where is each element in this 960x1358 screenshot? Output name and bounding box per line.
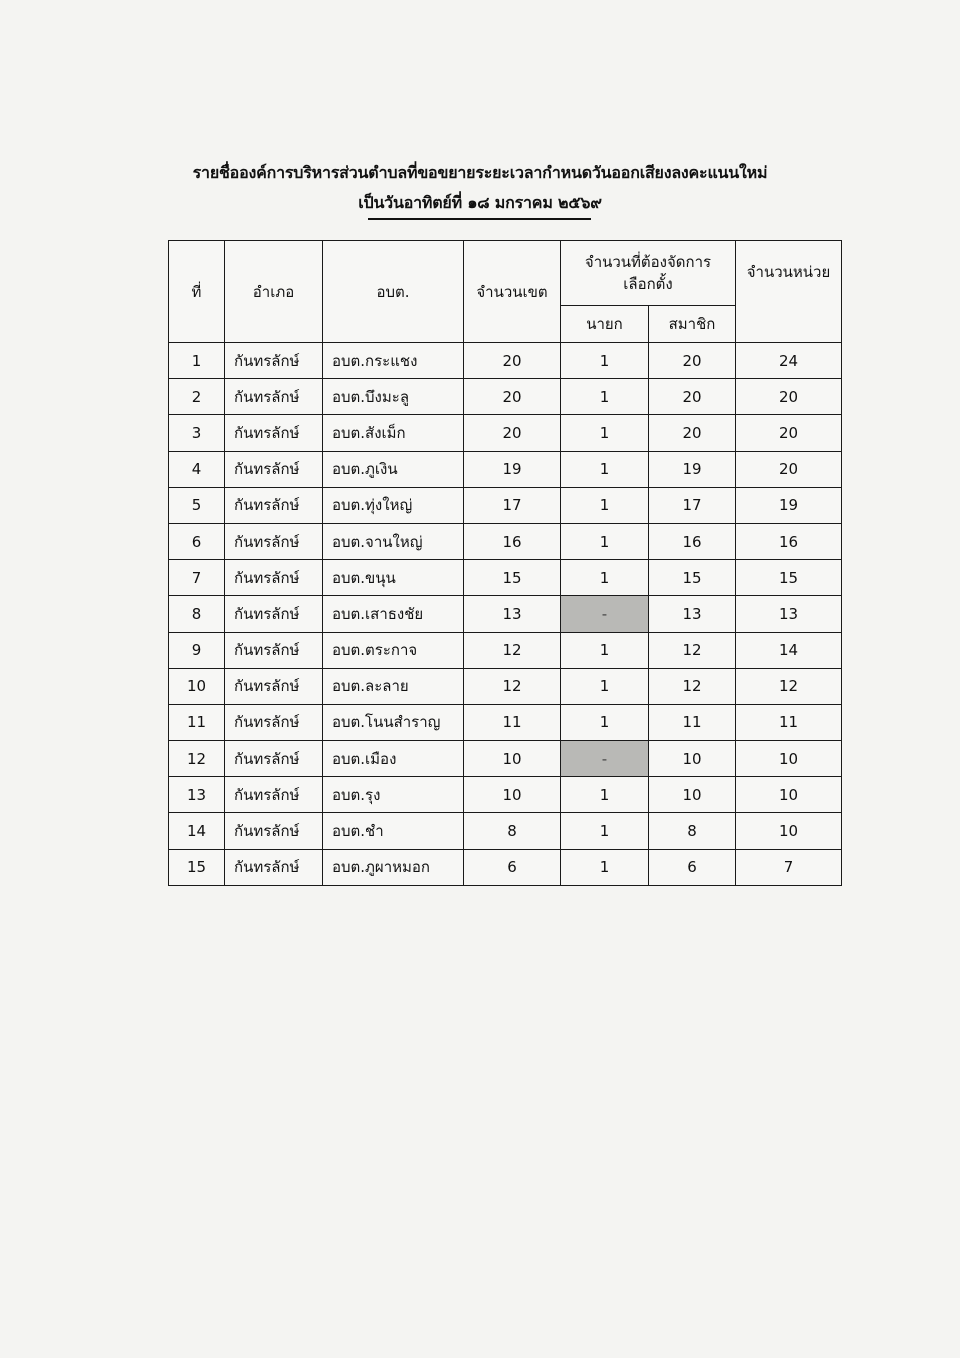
cell-no: 2: [169, 379, 225, 415]
cell-mayor: 1: [561, 668, 649, 704]
table-row: [169, 813, 842, 849]
table-row: [169, 487, 842, 523]
cell-sao: อบต.ภูผาหมอก: [323, 849, 464, 885]
cell-mayor: 1: [561, 523, 649, 559]
cell-mayor: -: [561, 741, 649, 777]
header-elections-group: [561, 241, 736, 306]
cell-sao: อบต.โนนสำราญ: [323, 704, 464, 740]
cell-zones: 13: [464, 596, 561, 632]
cell-no: 10: [169, 668, 225, 704]
cell-no: 1: [169, 343, 225, 379]
cell-no: 11: [169, 704, 225, 740]
cell-mayor: 1: [561, 415, 649, 451]
cell-mayor: 1: [561, 343, 649, 379]
header-zones: จำนวนเขต: [464, 241, 561, 343]
cell-zones: 6: [464, 849, 561, 885]
cell-units: 12: [736, 668, 842, 704]
table-row: [169, 560, 842, 596]
cell-district: กันทรลักษ์: [225, 560, 323, 596]
cell-district: กันทรลักษ์: [225, 415, 323, 451]
cell-district: กันทรลักษ์: [225, 849, 323, 885]
cell-sao: อบต.ภูเงิน: [323, 451, 464, 487]
table-row: [169, 668, 842, 704]
cell-members: 17: [649, 487, 736, 523]
header-mayor: นายก: [561, 306, 649, 343]
cell-mayor: 1: [561, 379, 649, 415]
title-line-2-wrap: [358, 188, 602, 220]
cell-mayor: 1: [561, 704, 649, 740]
cell-district: กันทรลักษ์: [225, 741, 323, 777]
cell-units: 13: [736, 596, 842, 632]
cell-mayor: -: [561, 596, 649, 632]
cell-members: 20: [649, 415, 736, 451]
table-row: [169, 379, 842, 415]
cell-units: 19: [736, 487, 842, 523]
cell-mayor: 1: [561, 632, 649, 668]
cell-units: 10: [736, 777, 842, 813]
cell-members: 15: [649, 560, 736, 596]
cell-sao: อบต.จานใหญ่: [323, 523, 464, 559]
table-row: [169, 523, 842, 559]
cell-units: 15: [736, 560, 842, 596]
cell-district: กันทรลักษ์: [225, 596, 323, 632]
title-underline: [368, 218, 591, 220]
cell-members: 10: [649, 741, 736, 777]
cell-sao: อบต.ตระกาจ: [323, 632, 464, 668]
cell-members: 8: [649, 813, 736, 849]
cell-district: กันทรลักษ์: [225, 379, 323, 415]
cell-units: 20: [736, 451, 842, 487]
cell-members: 10: [649, 777, 736, 813]
cell-sao: อบต.ละลาย: [323, 668, 464, 704]
cell-mayor: 1: [561, 487, 649, 523]
cell-district: กันทรลักษ์: [225, 813, 323, 849]
cell-district: กันทรลักษ์: [225, 343, 323, 379]
cell-no: 6: [169, 523, 225, 559]
cell-members: 13: [649, 596, 736, 632]
cell-zones: 12: [464, 632, 561, 668]
cell-no: 8: [169, 596, 225, 632]
cell-zones: 17: [464, 487, 561, 523]
cell-units: 16: [736, 523, 842, 559]
cell-sao: อบต.ทุ่งใหญ่: [323, 487, 464, 523]
cell-no: 3: [169, 415, 225, 451]
cell-sao: อบต.บึงมะลู: [323, 379, 464, 415]
cell-sao: อบต.ขนุน: [323, 560, 464, 596]
cell-district: กันทรลักษ์: [225, 668, 323, 704]
header-members: สมาชิก: [649, 306, 736, 343]
cell-no: 15: [169, 849, 225, 885]
title-line-1: รายชื่อองค์การบริหารส่วนตำบลที่ขอขยายระยะเวลากำหนดวันออกเสียงลงคะแนนใหม่: [192, 163, 768, 182]
cell-sao: อบต.รุง: [323, 777, 464, 813]
cell-mayor: 1: [561, 849, 649, 885]
cell-zones: 20: [464, 415, 561, 451]
cell-units: 11: [736, 704, 842, 740]
header-elections-group-label: จำนวนที่ต้องจัดการเลือกตั้ง: [584, 253, 712, 293]
cell-no: 5: [169, 487, 225, 523]
cell-no: 13: [169, 777, 225, 813]
cell-zones: 16: [464, 523, 561, 559]
cell-members: 20: [649, 343, 736, 379]
table-row: [169, 451, 842, 487]
cell-units: 10: [736, 741, 842, 777]
cell-members: 6: [649, 849, 736, 885]
cell-members: 20: [649, 379, 736, 415]
header-units: [736, 241, 842, 343]
cell-members: 16: [649, 523, 736, 559]
cell-district: กันทรลักษ์: [225, 632, 323, 668]
cell-sao: อบต.เสาธงชัย: [323, 596, 464, 632]
cell-district: กันทรลักษ์: [225, 523, 323, 559]
cell-zones: 11: [464, 704, 561, 740]
cell-units: 14: [736, 632, 842, 668]
cell-zones: 20: [464, 343, 561, 379]
header-no: ที่: [169, 241, 225, 343]
table-row: [169, 777, 842, 813]
cell-mayor: 1: [561, 560, 649, 596]
cell-units: 7: [736, 849, 842, 885]
page-title: [0, 158, 960, 220]
table-row: [169, 596, 842, 632]
cell-sao: อบต.ชำ: [323, 813, 464, 849]
table-body: [169, 343, 842, 886]
cell-district: กันทรลักษ์: [225, 487, 323, 523]
cell-zones: 10: [464, 741, 561, 777]
cell-zones: 10: [464, 777, 561, 813]
cell-no: 14: [169, 813, 225, 849]
cell-no: 4: [169, 451, 225, 487]
header-units-label: จำนวนหน่วย: [746, 263, 831, 281]
cell-zones: 19: [464, 451, 561, 487]
cell-district: กันทรลักษ์: [225, 451, 323, 487]
cell-units: 10: [736, 813, 842, 849]
election-table: [168, 240, 842, 886]
cell-zones: 12: [464, 668, 561, 704]
cell-district: กันทรลักษ์: [225, 704, 323, 740]
cell-sao: อบต.กระแชง: [323, 343, 464, 379]
table-row: [169, 704, 842, 740]
cell-zones: 15: [464, 560, 561, 596]
cell-members: 11: [649, 704, 736, 740]
table-row: [169, 415, 842, 451]
cell-zones: 20: [464, 379, 561, 415]
cell-units: 20: [736, 379, 842, 415]
cell-district: กันทรลักษ์: [225, 777, 323, 813]
table-row: [169, 632, 842, 668]
table-row: [169, 741, 842, 777]
cell-units: 20: [736, 415, 842, 451]
cell-no: 12: [169, 741, 225, 777]
table-row: [169, 849, 842, 885]
title-line-2: เป็นวันอาทิตย์ที่ ๑๘ มกราคม ๒๕๖๙: [358, 193, 602, 212]
cell-sao: อบต.เมือง: [323, 741, 464, 777]
cell-members: 12: [649, 632, 736, 668]
table-row: [169, 343, 842, 379]
cell-mayor: 1: [561, 813, 649, 849]
cell-members: 19: [649, 451, 736, 487]
header-district: อำเภอ: [225, 241, 323, 343]
cell-mayor: 1: [561, 777, 649, 813]
cell-no: 7: [169, 560, 225, 596]
header-sao: อบต.: [323, 241, 464, 343]
cell-members: 12: [649, 668, 736, 704]
cell-zones: 8: [464, 813, 561, 849]
cell-sao: อบต.สังเม็ก: [323, 415, 464, 451]
cell-mayor: 1: [561, 451, 649, 487]
cell-no: 9: [169, 632, 225, 668]
cell-units: 24: [736, 343, 842, 379]
header-row-1: [169, 241, 842, 306]
